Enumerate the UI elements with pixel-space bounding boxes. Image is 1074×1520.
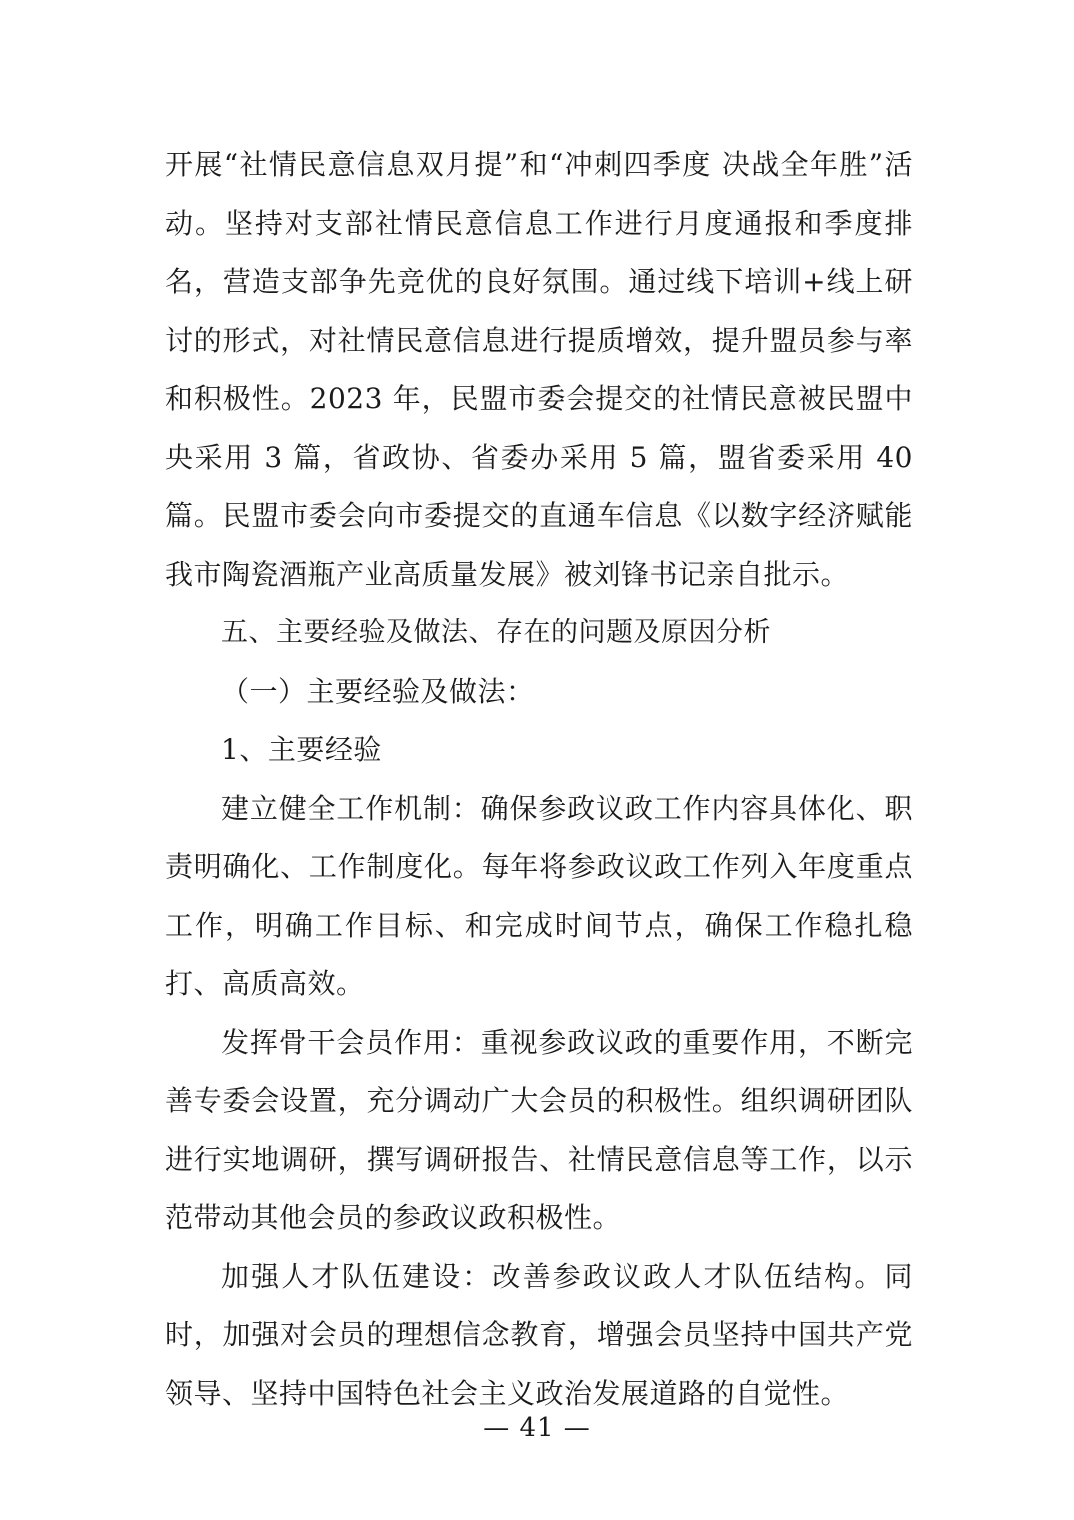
page-number: — 41 — (483, 1413, 591, 1443)
subsection-heading: （一）主要经验及做法： (221, 674, 535, 708)
experience-paragraph-talent: 加强人才队伍建设：改善参政议政人才队伍结构。同时，加强对会员的理想信念教育，增强会员坚持中国共产党领导、坚持中国特色社会主义政治发展道路的自觉性。 (165, 1259, 913, 1410)
experience-paragraph-members: 发挥骨干会员作用：重视参政议政的重要作用，不断完善专委会设置，充分调动广大会员的积极性。组织调研团队进行实地调研，撰写调研报告、社情民意信息等工作，以示范带动其他会员的参政议政积极性。 (165, 1025, 913, 1234)
experience-paragraph-mechanism: 建立健全工作机制：确保参政议政工作内容具体化、职责明确化、工作制度化。每年将参政议政工作列入年度重点工作，明确工作目标、和完成时间节点，确保工作稳扎稳打、高质高效。 (165, 791, 913, 1000)
section-heading: 五、主要经验及做法、存在的问题及原因分析 (221, 617, 771, 648)
item-heading: 1、主要经验 (221, 733, 382, 766)
page-content (165, 136, 913, 1423)
body-paragraph: 开展“社情民意信息双月提”和“冲刺四季度 决战全年胜”活动。坚持对支部社情民意信息工作进行月度通报和季度排名，营造支部争先竞优的良好氛围。通过线下培训+线上研讨的形式，对社情民意信息进行提质增效，提升盟员参与率和积极性。2023 年，民盟市委会提交的社情民意被民盟中央采用 3 篇，省政协、省委办采用 5 篇，盟省委采用 40 篇。民盟市委会向市委提交的直通车信息《以数字经济赋能我市陶瓷酒瓶产业高质量发展》被刘锋书记亲自批示。 (165, 148, 913, 591)
